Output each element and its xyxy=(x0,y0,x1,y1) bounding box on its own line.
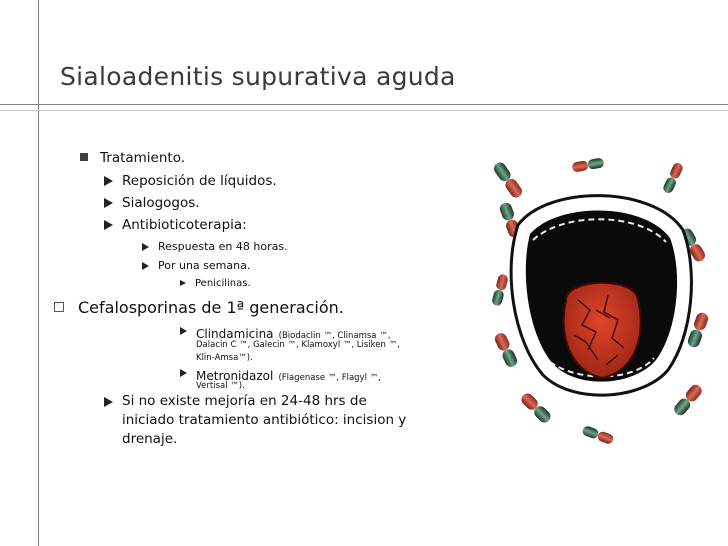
drug-name: Metronidazol xyxy=(196,369,274,383)
title-underline xyxy=(0,104,728,105)
bullet-arrow-icon xyxy=(142,243,149,251)
bullet-text: Cefalosporinas de 1ª generación. xyxy=(78,298,344,317)
bullet-text: Penicilinas. xyxy=(195,278,251,289)
drug-brands: (Flagenase ™, Flagyl ™, xyxy=(278,373,381,383)
bullet-text-line-1: Si no existe mejoría en 24-48 hrs de xyxy=(122,393,367,409)
si-no-line-3: drenaje. xyxy=(122,431,178,447)
bullet-text: Antibioticoterapia: xyxy=(122,217,247,233)
bullet-text: Por una semana. xyxy=(158,259,251,272)
vertical-rule xyxy=(38,0,39,546)
clindamicina-brands-line-2: Dalacin C ™, Galecin ™, Klamoxyl ™, Lisiken ™, xyxy=(196,340,400,350)
bullet-arrow-icon xyxy=(180,369,187,377)
metronidazol-brands-line-2: Vertisal ™). xyxy=(196,381,245,391)
slide-title: Sialoadenitis supurativa aguda xyxy=(60,62,456,91)
bullet-arrow-icon xyxy=(104,176,113,186)
bullet-arrow-icon xyxy=(104,220,113,230)
bullet-text: Reposición de líquidos. xyxy=(122,173,277,189)
bullet-arrow-icon xyxy=(142,262,149,270)
drug-brands: (Biodaclin ™, Clinamsa ™, xyxy=(278,331,391,341)
bullet-arrow-icon xyxy=(104,198,113,208)
drug-name: Clindamicina xyxy=(196,327,274,341)
si-no-line-2: iniciado tratamiento antibiótico: incision y xyxy=(122,412,407,428)
bullet-arrow-icon xyxy=(180,327,187,335)
bullet-arrow-icon xyxy=(180,280,186,286)
mouth-pills-svg xyxy=(478,150,728,450)
clindamicina-brands-line-3: Klin-Amsa™). xyxy=(196,353,253,363)
bullet-text: Tratamiento. xyxy=(100,150,186,166)
bullet-text: Respuesta en 48 horas. xyxy=(158,240,288,253)
mouth-pills-illustration xyxy=(478,150,728,450)
title-underline-secondary xyxy=(0,110,728,111)
bullet-square-icon xyxy=(80,153,88,161)
bullet-arrow-icon xyxy=(104,397,113,407)
bullet-text: Sialogogos. xyxy=(122,195,200,211)
bullet-open-square-icon xyxy=(54,302,64,312)
